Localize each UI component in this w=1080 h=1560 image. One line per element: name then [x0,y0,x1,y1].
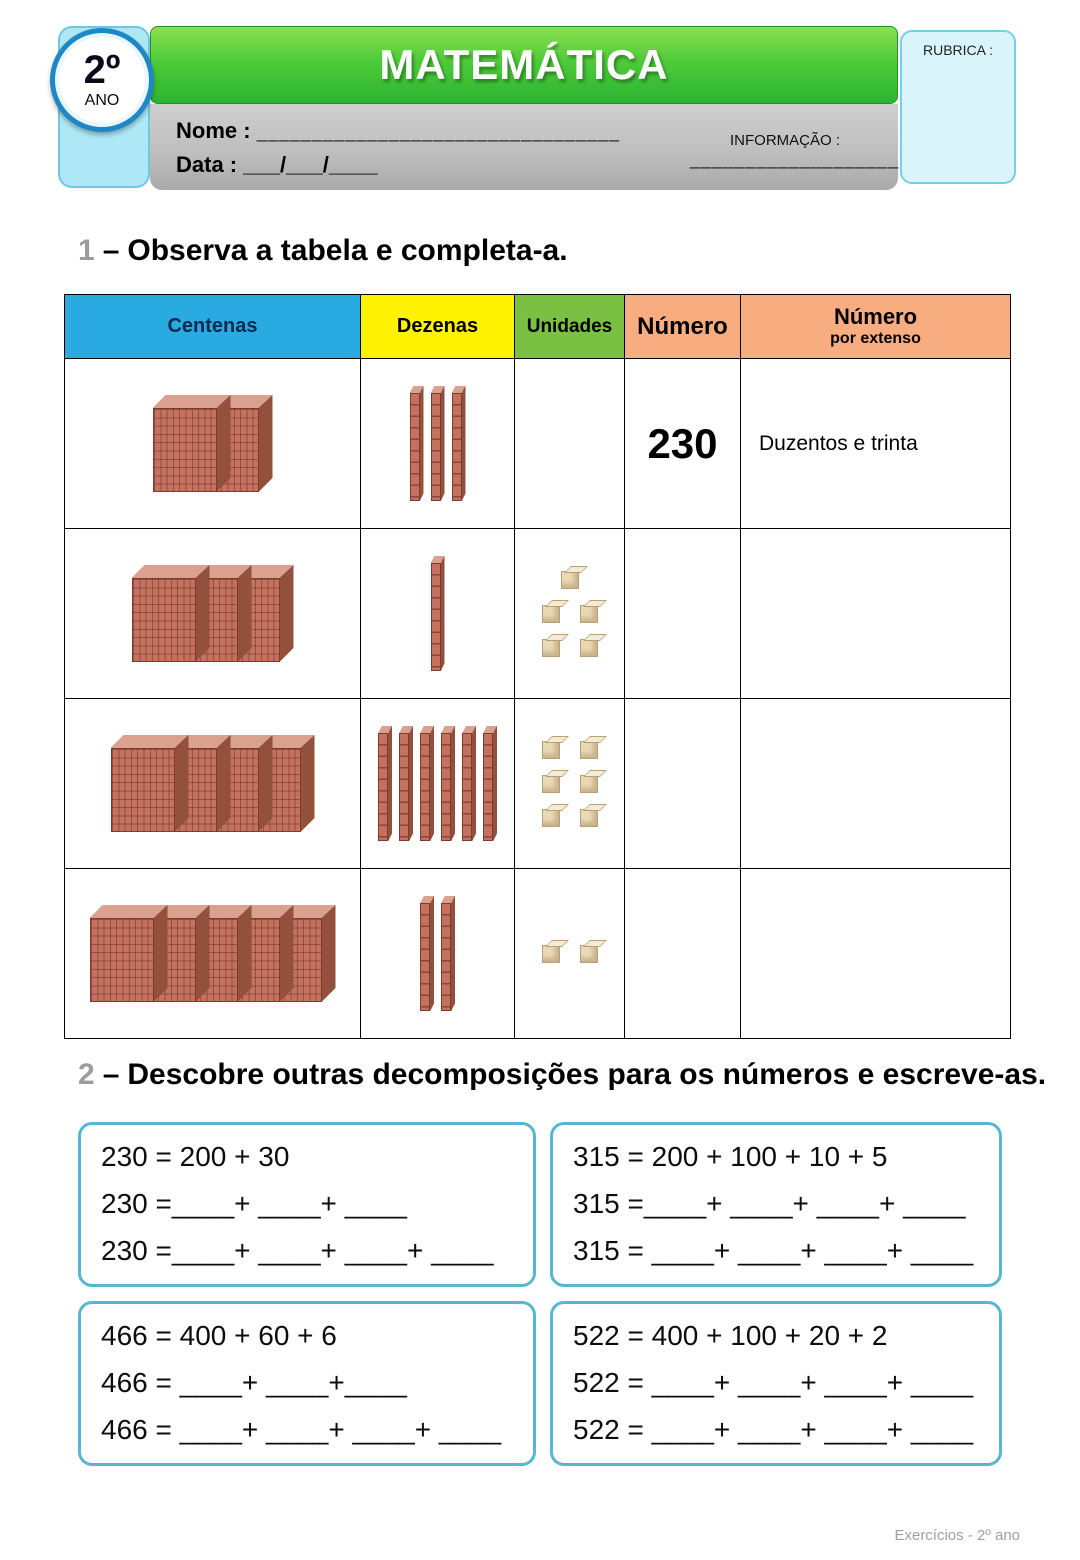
name-row [176,118,620,144]
table-row-315 [65,529,1011,699]
number-words-cell: Duzentos e trinta [741,359,1011,529]
units-blocks [538,945,602,963]
cube-block [561,571,579,589]
tens-blocks [361,726,514,842]
date-label: Data : ___/___/____ [176,152,378,177]
hundreds-blocks [65,905,360,1002]
decomposition-line: 522 = 400 + 100 + 20 + 2 [573,1320,888,1351]
cube-block [580,945,598,963]
rod-block [431,556,445,672]
rubric-box: RUBRICA : [900,30,1016,184]
flat-block [132,565,210,662]
table-row-466 [65,699,1011,869]
rod-block [431,386,445,502]
name-label: Nome : [176,118,251,143]
col-header-dezenas: Dezenas [361,295,515,359]
cube-block [542,605,560,623]
units-blocks [538,571,602,657]
decomposition-blank-line: 315 =____+ ____+ ____+ ____ [573,1188,966,1219]
footer-text: Exercícios - 2º ano [894,1527,1020,1544]
hundreds-blocks [65,395,360,492]
cube-block [542,945,560,963]
cube-block [542,639,560,657]
cube-block [580,639,598,657]
rod-block [378,726,392,842]
table-header-row [65,295,1011,359]
col-header-numero-extenso: Número por extenso [741,295,1011,359]
decomposition-line: 466 = 400 + 60 + 6 [101,1320,337,1351]
units-blocks [538,741,602,827]
flat-block [90,905,168,1002]
decomposition-line: 230 = 200 + 30 [101,1141,290,1172]
col-header-unidades: Unidades [515,295,625,359]
rod-block [420,726,434,842]
decomposition-line: 315 = 200 + 100 + 10 + 5 [573,1141,888,1172]
number-cell-blank [625,699,741,869]
decomposition-blank-line: 522 = ____+ ____+ ____+ ____ [573,1367,974,1398]
info-column [690,132,900,170]
flat-block [111,735,189,832]
number-words-cell-blank [741,869,1011,1039]
number-cell-blank [625,529,741,699]
cube-block [542,775,560,793]
date-row [176,152,378,178]
tens-blocks [361,556,514,672]
cube-block [542,741,560,759]
table-row-230 [65,359,1011,529]
info-blank-line: ___________________ [690,149,900,169]
decomposition-blank-line: 522 = ____+ ____+ ____+ ____ [573,1414,974,1445]
rod-block [441,726,455,842]
hundreds-blocks [65,735,360,832]
student-info-band [150,104,898,190]
hundreds-blocks [65,565,360,662]
cube-block [580,809,598,827]
rod-block [483,726,497,842]
number-cell: 230 [625,359,741,529]
number-words-cell-blank [741,529,1011,699]
decomposition-blank-line: 230 =____+ ____+ ____ [101,1188,407,1219]
decomposition-blank-line: 466 = ____+ ____+ ____+ ____ [101,1414,502,1445]
decomposition-blank-line: 230 =____+ ____+ ____+ ____ [101,1235,494,1266]
decomposition-box-230 [78,1122,536,1287]
decomposition-box-522 [550,1301,1002,1466]
grade-label: ANO [84,92,120,109]
subject-title: MATEMÁTICA [379,41,669,88]
number-words-cell-blank [741,699,1011,869]
col-header-centenas: Centenas [65,295,361,359]
exercise1-title: 1 – Observa a tabela e completa-a. [78,234,568,267]
number-cell-blank [625,869,741,1039]
cube-block [542,809,560,827]
rod-block [462,726,476,842]
exercise2-title: 2 – Descobre outras decomposições para os números e escreve-as. [78,1058,1047,1091]
flat-block [153,395,231,492]
decomposition-blank-line: 466 = ____+ ____+____ [101,1367,407,1398]
col-header-numero: Número [625,295,741,359]
decomposition-box-315 [550,1122,1002,1287]
rod-block [452,386,466,502]
exercise1-number: 1 [78,234,95,267]
info-label: INFORMAÇÃO : [729,132,840,149]
table-row-522 [65,869,1011,1039]
rod-block [420,896,434,1012]
decomposition-blank-line: 315 = ____+ ____+ ____+ ____ [573,1235,974,1266]
cube-block [580,775,598,793]
cube-block [580,605,598,623]
rod-block [410,386,424,502]
rod-block [441,896,455,1012]
rod-block [399,726,413,842]
grade-number: 2º [83,48,121,92]
decomposition-boxes [78,1122,1002,1466]
subject-banner [150,26,898,104]
cube-block [580,741,598,759]
place-value-table [64,294,1011,1039]
exercise2-number: 2 [78,1058,95,1091]
decomposition-box-466 [78,1301,536,1466]
name-blank-line: _________________________________ [256,122,621,142]
tens-blocks [361,896,514,1012]
grade-badge [50,28,154,132]
tens-blocks [361,386,514,502]
